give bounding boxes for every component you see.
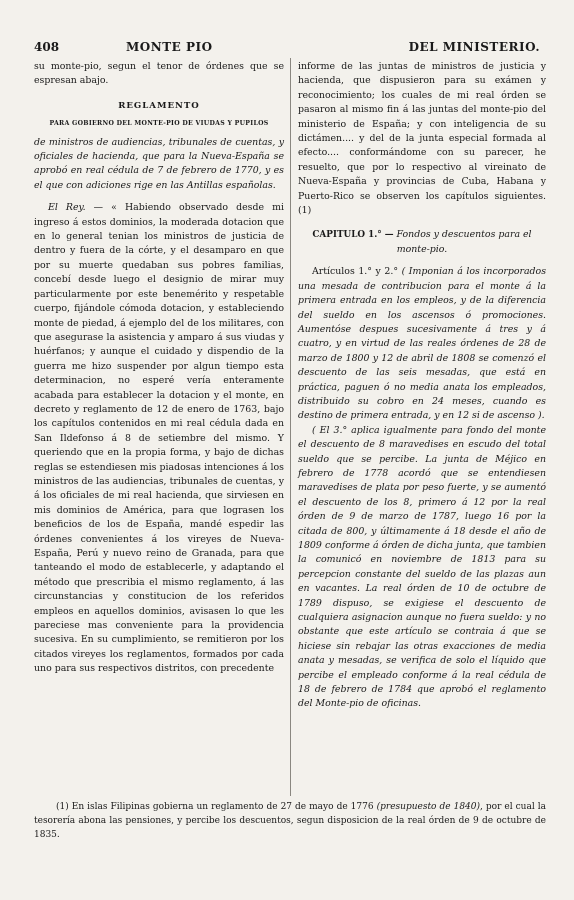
articles-lead: Artículos 1.° y 2.° bbox=[312, 266, 399, 278]
continuation-text: informe de las juntas de ministros de justicia y hacienda, que dispusieron para su exámen y reconocimiento; los cuales de mi real órden se pasaron al mismo fin á las juntas del monte-pio del ministerio de España; y con inteligencia de su dictámen.... y del de la junta especial formada al efecto.... conformándome con su parecer, he resuelto, que por lo respectivo al vireinato de Nueva-España y provincias de Cuba, Habana y Puerto-Rico se observen los capítulos siguientes. (1) bbox=[298, 61, 546, 217]
running-head bbox=[34, 40, 540, 56]
chapter-lead: CAPITULO 1.° — bbox=[312, 230, 394, 241]
column-divider bbox=[290, 58, 291, 796]
footnote-text-after: , por el cual la tesorería abona las pensiones, y percibe los descuentos, segun disposicion de la real órden de 9 de octubre de 1835. bbox=[34, 802, 546, 840]
footnote bbox=[34, 800, 546, 842]
footnote-text-italic: (presupuesto de 1840) bbox=[376, 802, 481, 812]
left-column bbox=[34, 60, 284, 677]
reglamento-title: REGLAMENTO bbox=[118, 100, 200, 111]
rey-paragraph bbox=[34, 201, 284, 676]
articles-text: ( Imponian á los incorporados una mesada de contribucion para el monte á la primera entrada en los empleos, y de la diferencia del sueldo en los ascensos ó promociones. Aumentóse despues sucesivamente á tres y á cuatro, y en virtud de las reales órdenes de 28 de marzo de 1800 y 12 de abril de 1808 se comenzó el descuento de las seis mesadas, que está en práctica, paguen ó no media anata los empleados, distribuido su cobro en 24 meses, cuando es destino de primera entrada, y en 12 si de ascenso ). bbox=[298, 266, 547, 422]
rey-text: « Habiendo observado desde mi ingreso á estos dominios, la moderada dotacion que en lo general tenian los ministros de justicia de dentro y fuera de la córte, y el desamparo en que por su muerte quedaban sus pobres familias, concebí desde luego el designio de mirar muy particularmente por este benemérito y respetable cuerpo, fijándole cómoda dotacion, y estableciendo monte de piedad, á ejemplo del de los militares, con que asegurase la asistencia y amparo á sus viudas y huérfanos; y aunque el cuidado y dispendio de la guerra me hizo suspender por algun tiempo esta determinacion, no esperé vería enteramente acabada para establecer la dotacion y el monte, en decreto y reglamento de 12 de enero de 1763, bajo los capítulos contenidos en mi real cédula dada en San Ildefonso á 8 de setiembre del mismo. Y queriendo que en la propia forma, y bajo de dichas reglas se estendiesen mis piadosas intenciones á los ministros de las audiencias, tribunales de cuentas, y á los oficiales de mi real hacienda, que sirviesen en mis dominios de América, para que lograsen los beneficios de los de España, mandé espedir las órdenes convenientes á los vireyes de Nueva-España, Perú y nuevo reino de Granada, para que tanteando el modo de establecerle, y adaptando el método que prescribia el mismo reglamento, á las circunstancias y constitucion de los referidos empleos en aquellos dominios, avisasen lo que les pareciese mas conveniente para la providencia sucesiva. En su cumplimiento, se remitieron por los citados vireyes los reglamentos, formados por cada uno para sus respectivos distritos, con precedente bbox=[34, 202, 285, 675]
third-article-paragraph: ( El 3.° aplica igualmente para fondo del monte el descuento de 8 maravedises en escudo del total sueldo que se percibe. La junta de Méjico en febrero de 1778 acordó que se entendiesen maravedises de plata por peso fuerte, y se aumentó el descuento de los 8, primero á 12 por la real órden de 9 de marzo de 1787, luego 16 por la citada de 800, y últimamente á 18 desde el año de 1809 conforme á órden de dicha junta, que tambien la comunicó en noviembre de 1813 para su percepcion constante del sueldo de las plazas aun en vacantes. La real órden de 10 de octubre de 1789 dispuso, se exigiese el descuento de cualquiera asignacion aunque no fuera sueldo: y no obstante que este artículo se contraia á que se hiciese sin rebajar las otras exacciones de media anata y mesadas, se verifica de solo el líquido que percibe el empleado conforme á la real cédula de 18 de febrero de 1784 que aprobó el reglamento del Monte-pio de oficinas. bbox=[298, 424, 546, 710]
reglamento-subtitle: PARA GOBIERNO DEL MONTE-PIO DE VIUDAS Y PUPILOS bbox=[49, 120, 269, 128]
rey-intro: El Rey. — bbox=[48, 202, 104, 214]
footnote-text-before: (1) En islas Filipinas gobierna un reglamento de 27 de mayo de 1776 bbox=[56, 802, 374, 812]
chapter-title: Fondos y descuentos para el monte-pio. bbox=[396, 229, 532, 255]
right-running-head: DEL MINISTERIO. bbox=[408, 40, 540, 54]
left-running-head: MONTE PIO bbox=[126, 40, 213, 54]
page-number: 408 bbox=[34, 40, 60, 54]
articles-paragraph bbox=[298, 265, 546, 423]
opening-lines: su monte-pio, segun el tenor de órdenes que se espresan abajo. bbox=[34, 61, 284, 87]
right-column bbox=[298, 60, 546, 712]
chapter-heading bbox=[298, 228, 546, 257]
reglamento-description: de ministros de audiencias, tribunales de cuentas, y oficiales de hacienda, que para la Nueva-España se aprobó en real cédula de 7 de febrero de 1770, y es el que con adiciones rige en las Antillas españolas. bbox=[34, 136, 284, 191]
